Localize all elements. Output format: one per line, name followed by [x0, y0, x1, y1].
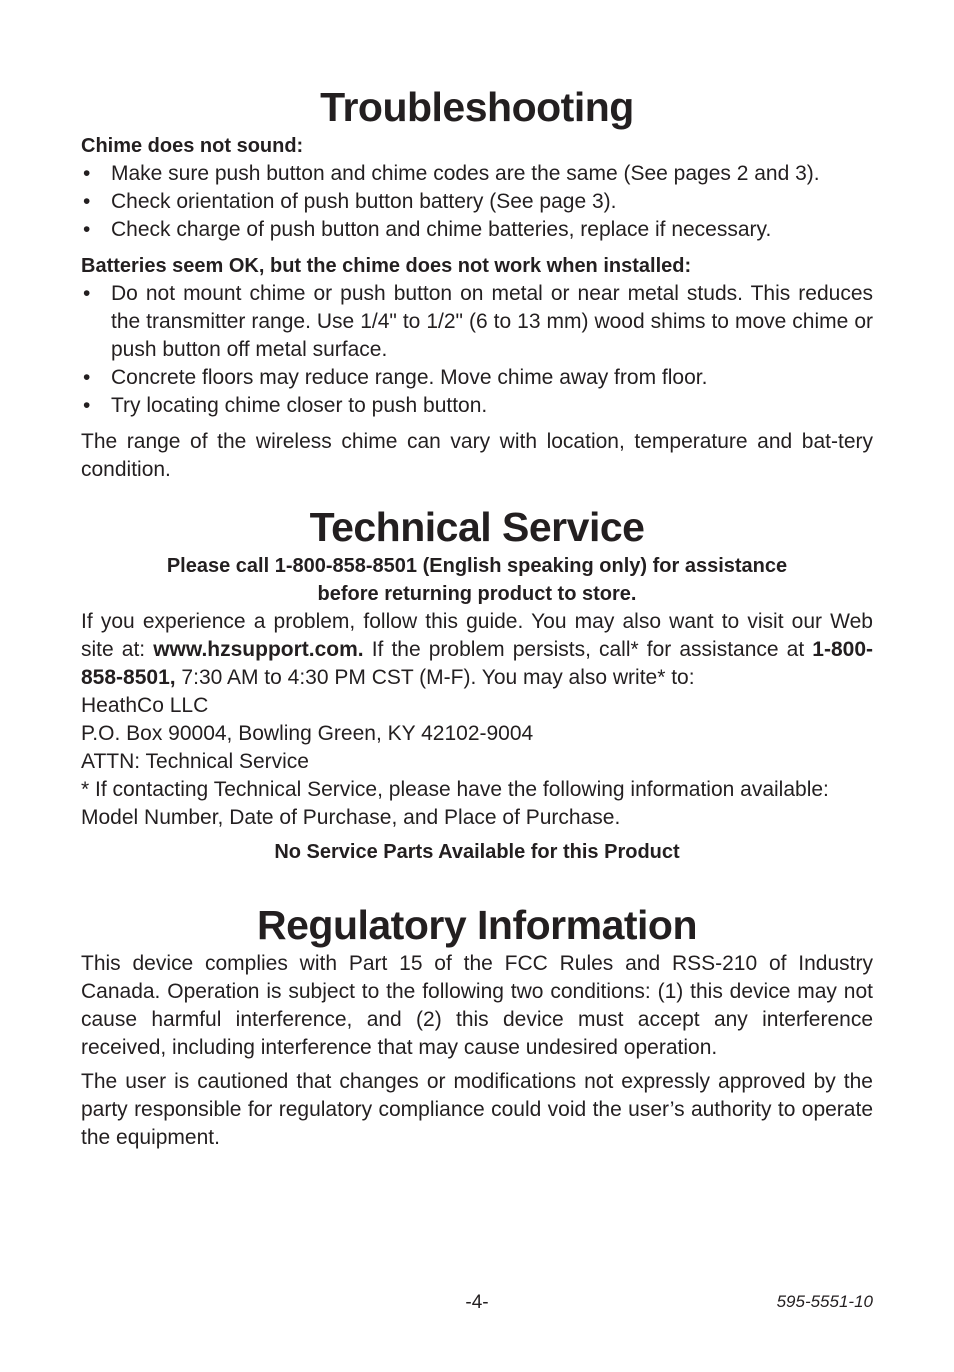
- list-item: • Concrete floors may reduce range. Move chime away from floor.: [81, 364, 873, 392]
- service-text-a: If you experience a problem, follow this guide. You may also want to visit our Web site at:: [81, 610, 873, 661]
- page-number: -4-: [465, 1292, 489, 1313]
- regulatory-title: Regulatory Information: [256, 902, 698, 948]
- service-paragraph: [81, 608, 873, 692]
- technical-service-section: [81, 502, 873, 866]
- service-text-c: 7:30 AM to 4:30 PM CST (M-F). You may also write* to:: [175, 666, 695, 689]
- list-item: • Check charge of push button and chime batteries, replace if necessary.: [81, 216, 873, 244]
- batteries-heading: Batteries seem OK, but the chime does not work when installed:: [81, 255, 692, 277]
- list-item: • Make sure push button and chime codes are the same (See pages 2 and 3).: [81, 160, 873, 188]
- address-line-2: P.O. Box 90004, Bowling Green, KY 42102-9004: [81, 722, 534, 745]
- troubleshooting-title: Troubleshooting: [320, 84, 634, 130]
- call-line-1: Please call 1-800-858-8501 (English speaking only) for assistance: [166, 555, 788, 577]
- regulatory-section: [81, 900, 873, 1152]
- regulatory-paragraph-1: This device complies with Part 15 of the FCC Rules and RSS-210 of Industry Canada. Operation is subject to the following two conditions: (1) this device may not cause harmful interference, and (2) this device must accept any interference received, including interference that may cause undesired operation.: [81, 952, 873, 1059]
- list-item: • Do not mount chime or push button on metal or near metal studs. This reduces the transmitter range. Use 1/4" to 1/2" (6 to 13 mm) wood shims to move chime or push button off metal surface.: [81, 280, 873, 364]
- regulatory-paragraph-2: The user is cautioned that changes or modifications not expressly approved by the party responsible for regulatory compliance could void the user’s authority to operate the equipment.: [81, 1070, 873, 1149]
- no-parts-note: No Service Parts Available for this Product: [274, 841, 680, 863]
- technical-service-title: Technical Service: [309, 504, 645, 550]
- address-line-3: ATTN: Technical Service: [81, 750, 309, 773]
- chime-list: [81, 160, 873, 244]
- call-line-2: before returning product to store.: [317, 583, 637, 605]
- chime-heading: Chime does not sound:: [81, 135, 304, 157]
- batteries-list: [81, 280, 873, 420]
- website-link[interactable]: www.hzsupport.com.: [153, 638, 364, 661]
- list-item: • Check orientation of push button battery (See page 3).: [81, 188, 873, 216]
- range-note: The range of the wireless chime can vary with location, temperature and bat-tery condition.: [81, 430, 873, 481]
- troubleshooting-section: [81, 82, 873, 484]
- document-code: 595-5551-10: [776, 1292, 873, 1311]
- address-line-1: HeathCo LLC: [81, 694, 209, 717]
- contact-note: * If contacting Technical Service, please have the following information available: Model Number, Date of Purchase, and Place of Purchase.: [81, 778, 829, 829]
- service-text-b: If the problem persists, call* for assistance at: [363, 638, 813, 661]
- list-item: • Try locating chime closer to push button.: [81, 392, 873, 420]
- phone-number: 1-800-858-8501,: [81, 638, 873, 689]
